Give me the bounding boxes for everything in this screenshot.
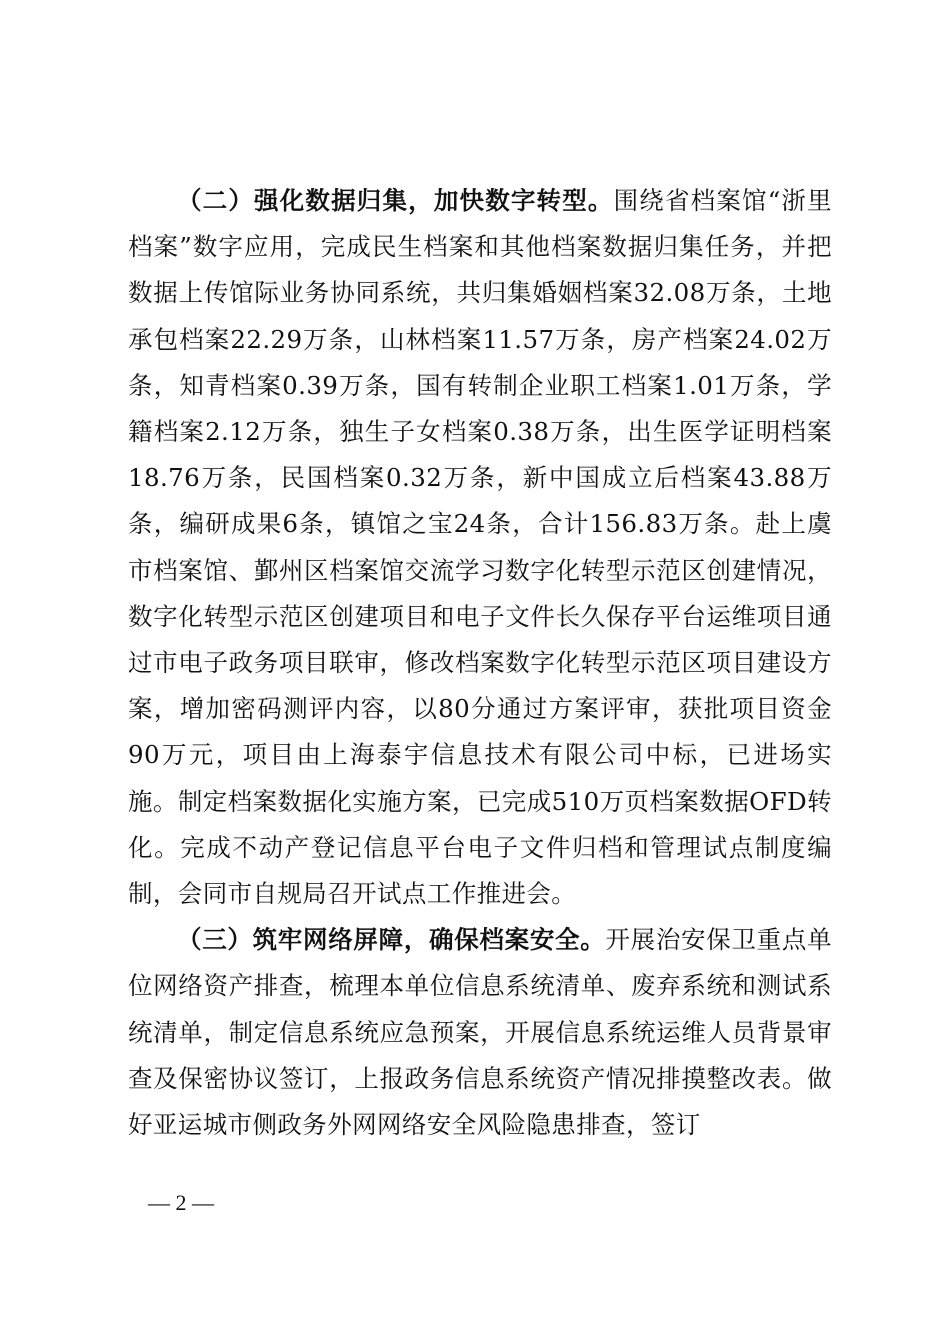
document-body bbox=[128, 178, 832, 1148]
paragraph-data-collection bbox=[128, 178, 832, 917]
paragraph-network-security bbox=[128, 917, 832, 1148]
section-text-3: 开展治安保卫重点单位网络资产排查，梳理本单位信息系统清单、废弃系统和测试系统清单，制定信息系统应急预案，开展信息系统运维人员背景审查及保密协议签订，上报政务信息系统资产情况排摸整改表。做好亚运城市侧政务外网网络安全风险隐患排查，签订 bbox=[128, 925, 832, 1140]
page-number: — 2 — bbox=[148, 1190, 214, 1215]
section-heading-3: （三）筑牢网络屏障，确保档案安全。 bbox=[177, 925, 606, 955]
section-text-2: 围绕省档案馆“浙里档案”数字应用，完成民生档案和其他档案数据归集任务，并把数据上传馆际业务协同系统，共归集婚姻档案32.08万条，土地承包档案22.29万条，山林档案11.57万条，房产档案24.02万条，知青档案0.39万条，国有转制企业职工档案1.01万条，学籍档案2.12万条，独生子女档案0.38万条，出生医学证明档案18.76万条，民国档案0.32万条，新中国成立后档案43.88万条，编研成果6条，镇馆之宝24条，合计156.83万条。赴上虞市档案馆、鄞州区档案馆交流学习数字化转型示范区创建情况，数字化转型示范区创建项目和电子文件长久保存平台运维项目通过市电子政务项目联审，修改档案数字化转型示范区项目建设方案，增加密码测评内容，以80分通过方案评审，获批项目资金90万元，项目由上海泰宇信息技术有限公司中标，已进场实施。制定档案数据化实施方案，已完成510万页档案数据OFD转化。完成不动产登记信息平台电子文件归档和管理试点制度编制，会同市自规局召开试点工作推进会。 bbox=[128, 186, 832, 909]
section-heading-2: （二）强化数据归集，加快数字转型。 bbox=[177, 186, 614, 215]
